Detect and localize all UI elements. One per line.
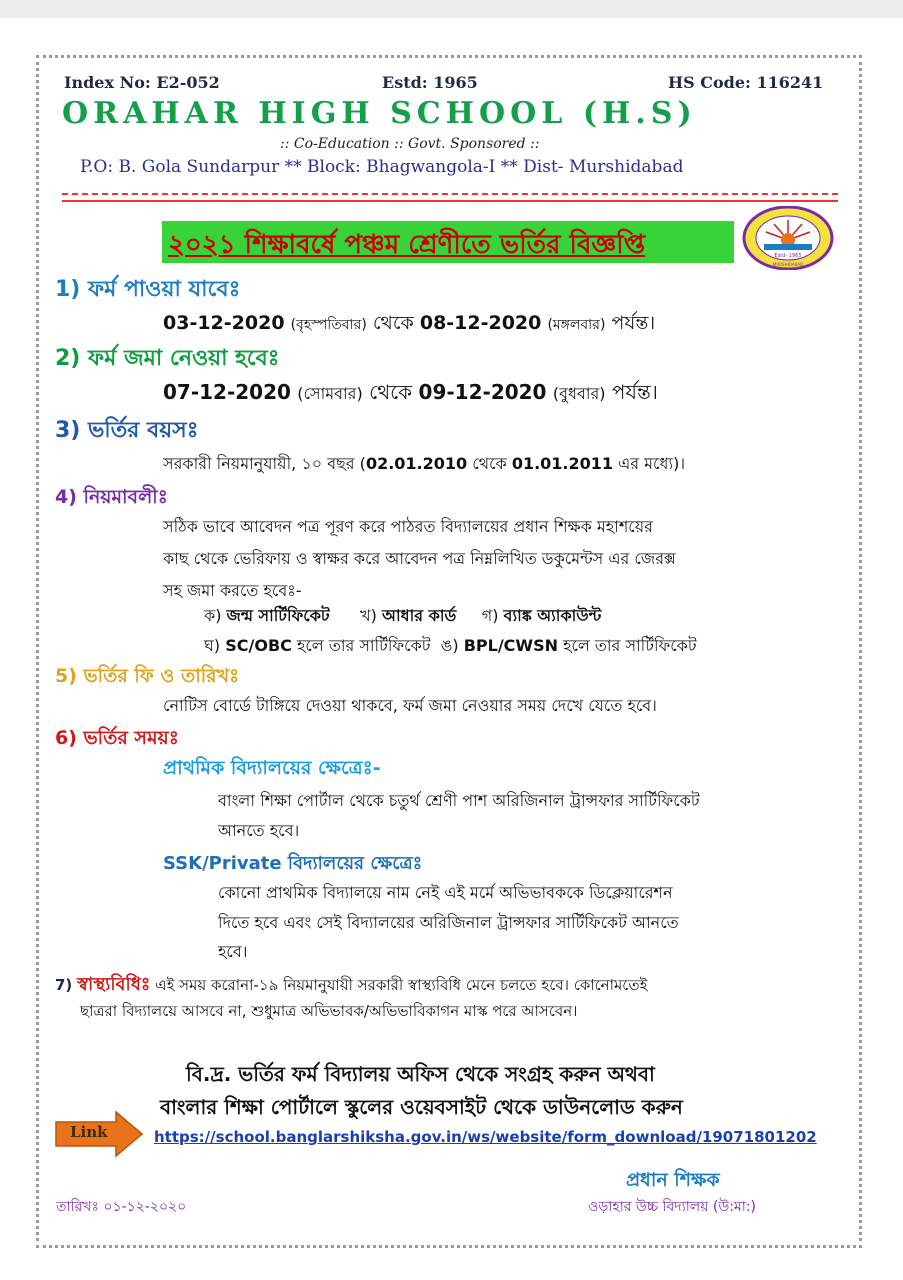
section5-text: নোটিস বোর্ডে টাঙ্গিয়ে দেওয়া থাকবে, ফর্ম জমা নেওয়ার সময় দেখে যেতে হবে। (163, 696, 657, 715)
logo-bottom-text: MURSHIDABAD (772, 262, 804, 267)
section3-heading: 3) ভর্তির বয়সঃ (55, 418, 199, 443)
section7-line1: 7) স্বাস্থ্যবিধিঃ এই সময় করোনা-১৯ নিয়মানুযায়ী সরকারী স্বাস্থ্যবিধি মেনে চলতে হবে। কোনোমতেই (55, 974, 648, 995)
section4-line3: সহ জমা করতে হবেঃ- (163, 581, 302, 600)
logo-estd: Estd- 1965 (774, 253, 802, 259)
section6-heading: 6) ভর্তির সময়ঃ (55, 727, 179, 749)
ssk-private-heading: SSK/Private বিদ্যালয়ের ক্ষেত্রেঃ (163, 853, 423, 874)
primary-school-line2: আনতে হবে। (218, 821, 300, 840)
school-address: P.O: B. Gola Sundarpur ** Block: Bhagwangola-I ** Dist- Murshidabad (80, 157, 684, 177)
section2-heading: 2) ফর্ম জমা নেওয়া হবেঃ (55, 346, 280, 371)
section3-text: সরকারী নিয়মানুযায়ী, ১০ বছর (02.01.2010 থেকে 01.01.2011 এর মধ্যে)। (163, 454, 686, 473)
established-year: Estd: 1965 (382, 73, 478, 92)
note-line1: বি.দ্র. ভর্তির ফর্ম বিদ্যালয় অফিস থেকে সংগ্রহ করুন অথবা (186, 1062, 655, 1086)
notice-title: ২০২১ শিক্ষাবর্ষে পঞ্চম শ্রেণীতে ভর্তির বিজ্ঞপ্তি (168, 230, 646, 260)
section4-line2: কাছ থেকে ভেরিফায় ও স্বাক্ষর করে আবেদন পত্র নিম্নলিখিত ডকুমেন্টস এর জেরক্স (163, 549, 676, 568)
ssk-private-line2: দিতে হবে এবং সেই বিদ্যালয়ের অরিজিনাল ট্রান্সফার সার্টিফিকেট আনতে (218, 913, 679, 932)
header-dashed-divider (62, 193, 838, 195)
header-solid-divider (62, 200, 838, 202)
signature-org: ওড়াহার উচ্চ বিদ্যালয় (উ:মা:) (588, 1199, 757, 1215)
documents-row1: ক) জন্ম সার্টিফিকেট খ) আধার কার্ড গ) ব্যাঙ্ক অ্যাকাউন্ট (204, 606, 602, 625)
primary-school-heading: প্রাথমিক বিদ্যালয়ের ক্ষেত্রেঃ- (163, 757, 381, 779)
ssk-private-line3: হবে। (218, 942, 248, 961)
section2-text: 07-12-2020 (সোমবার) থেকে 09-12-2020 (বুধবার) পর্যন্ত। (163, 380, 658, 404)
ssk-private-line1: কোনো প্রাথমিক বিদ্যালয়ে নাম নেই এই মর্মে অভিভাবককে ডিক্লেয়ারেশন (218, 883, 673, 902)
section1-text: 03-12-2020 (বৃহস্পতিবার) থেকে 08-12-2020 (মঙ্গলবার) পর্যন্ত। (163, 312, 656, 334)
top-bar (0, 0, 903, 18)
hs-code: HS Code: 116241 (668, 73, 824, 92)
link-label[interactable]: Link (70, 1123, 108, 1141)
school-name: ORAHAR HIGH SCHOOL (H.S) (62, 96, 697, 131)
notice-date: তারিখঃ ০১-১২-২০২০ (56, 1199, 187, 1215)
documents-row2: ঘ) SC/OBC হলে তার সার্টিফিকেট ঙ) BPL/CWSN হলে তার সার্টিফিকেট (204, 636, 697, 655)
note-line2: বাংলার শিক্ষা পোর্টালে স্কুলের ওয়েবসাইট থেকে ডাউনলোড করুন (160, 1095, 683, 1119)
section4-heading: 4) নিয়মাবলীঃ (55, 486, 168, 508)
school-logo (742, 206, 834, 270)
school-tagline: :: Co-Education :: Govt. Sponsored :: (280, 136, 540, 152)
section5-heading: 5) ভর্তির ফি ও তারিখঃ (55, 665, 240, 687)
section7-line2: ছাত্ররা বিদ্যালয়ে আসবে না, শুধুমাত্র অভিভাবক/অভিভাবিকাগন মাস্ক পরে আসবেন। (80, 1002, 578, 1020)
signature-title: প্রধান শিক্ষক (626, 1169, 720, 1191)
index-number: Index No: E2-052 (64, 73, 220, 92)
section4-line1: সঠিক ভাবে আবেদন পত্র পূরণ করে পাঠরত বিদ্যালয়ের প্রধান শিক্ষক মহাশয়ের (163, 517, 653, 536)
form-download-link[interactable]: https://school.banglarshiksha.gov.in/ws/website/form_download/19071801202 (154, 1128, 817, 1146)
section1-heading: 1) ফর্ম পাওয়া যাবেঃ (55, 277, 241, 302)
primary-school-line1: বাংলা শিক্ষা পোর্টাল থেকে চতুর্থ শ্রেণী পাশ অরিজিনাল ট্রান্সফার সার্টিফিকেট (218, 791, 700, 810)
